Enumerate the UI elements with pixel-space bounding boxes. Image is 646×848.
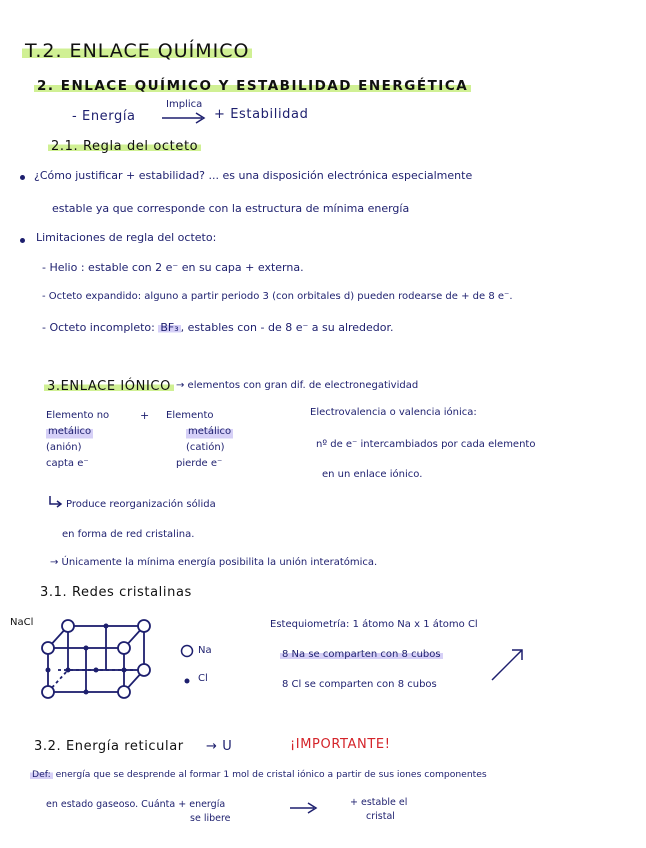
definition-text-1: energía que se desprende al formar 1 mol de cristal iónico a partir de sus iones componentes xyxy=(55,769,487,780)
definition-line-3: + estable el xyxy=(350,797,408,808)
question-line-2: estable ya que corresponde con la estructura de mínima energía xyxy=(52,202,410,215)
reticular-energy-symbol: → U xyxy=(206,739,233,754)
non-metal-line-2: metálico xyxy=(46,424,93,440)
nacl-label: NaCl xyxy=(10,617,34,628)
electrovalencia-def-1: nº de e⁻ intercambiados por cada elemento xyxy=(316,439,536,450)
definition-line-3b: cristal xyxy=(366,811,395,822)
definition-label: Def: xyxy=(32,769,51,780)
octeto-incompleto-label: - Octeto incompleto: xyxy=(42,321,155,334)
metal-column xyxy=(166,408,233,472)
definition-arrow-icon xyxy=(288,802,322,814)
subsection-2-1-heading: 2.1. Regla del octeto xyxy=(48,140,201,153)
na-legend-label: Na xyxy=(198,645,212,656)
helio-line: - Helio : estable con 2 e⁻ en su capa + externa. xyxy=(42,261,304,274)
bf3-formula: BF₃ xyxy=(160,321,179,334)
non-metal-column xyxy=(46,408,109,472)
na-share-line: 8 Na se comparten con 8 cubos xyxy=(282,649,441,660)
nacl-crystal-lattice-diagram xyxy=(40,614,160,698)
section-3-2-heading: 3.2. Energía reticular xyxy=(34,739,184,754)
cl-legend-icon xyxy=(182,676,192,686)
octeto-incompleto-line xyxy=(42,322,394,333)
metal-line-2: metálico xyxy=(186,424,233,440)
definition-line-2: en estado gaseoso. Cuánta + energía xyxy=(46,799,226,810)
bullet-dot-icon xyxy=(20,175,25,180)
metal-line-4: pierde e⁻ xyxy=(176,458,223,469)
metal-line-3: (catión) xyxy=(186,442,225,453)
non-metal-line-4: capta e⁻ xyxy=(46,458,89,469)
unicamente-line: → Únicamente la mínima energía posibilita la unión interatómica. xyxy=(50,557,378,568)
stability-word: + Estabilidad xyxy=(214,107,309,122)
implies-label: Implica xyxy=(166,99,203,110)
definition-line-1 xyxy=(30,770,487,779)
corner-arrow-icon xyxy=(48,496,64,510)
diagonal-arrow-icon xyxy=(488,644,528,684)
electrovalencia-heading: Electrovalencia o valencia iónica: xyxy=(310,407,477,418)
definition-line-2b: se libere xyxy=(190,813,231,824)
energy-word: - Energía xyxy=(72,109,136,124)
octeto-incompleto-rest: , estables con - de 8 e⁻ a su alrededor. xyxy=(180,321,394,334)
cl-legend-label: Cl xyxy=(198,673,208,684)
question-line-1: ¿Cómo justificar + estabilidad? ... es una disposición electrónica especialmente xyxy=(34,169,473,182)
produce-line-1: Produce reorganización sólida xyxy=(66,499,216,510)
section-3-heading: 3.ENLACE IÓNICO xyxy=(44,380,174,393)
implies-arrow-icon xyxy=(160,112,210,124)
limitations-heading: Limitaciones de regla del octeto: xyxy=(36,231,217,244)
page-title: T.2. ENLACE QUÍMICO xyxy=(22,42,252,61)
plus-sign: + xyxy=(140,409,150,422)
metal-line-1: Elemento xyxy=(166,410,214,421)
section-3-note: → elementos con gran dif. de electronegatividad xyxy=(176,380,419,391)
estequiometria-line: Estequiometría: 1 átomo Na x 1 átomo Cl xyxy=(270,619,478,630)
section-3-1-heading: 3.1. Redes cristalinas xyxy=(40,585,192,600)
produce-line-2: en forma de red cristalina. xyxy=(62,529,195,540)
non-metal-line-3: (anión) xyxy=(46,442,82,453)
na-legend-icon xyxy=(180,644,194,658)
octeto-expandido-line: - Octeto expandido: alguno a partir periodo 3 (con orbitales d) pueden rodearse de + de 8 e⁻. xyxy=(42,291,513,302)
bullet-dot-icon xyxy=(20,238,25,243)
cl-share-line: 8 Cl se comparten con 8 cubos xyxy=(282,679,437,690)
electrovalencia-def-2: en un enlace iónico. xyxy=(322,469,423,480)
non-metal-line-1: Elemento no xyxy=(46,410,110,421)
section-2-heading: 2. ENLACE QUÍMICO Y ESTABILIDAD ENERGÉTICA xyxy=(34,80,471,94)
important-label: ¡IMPORTANTE! xyxy=(290,737,391,752)
